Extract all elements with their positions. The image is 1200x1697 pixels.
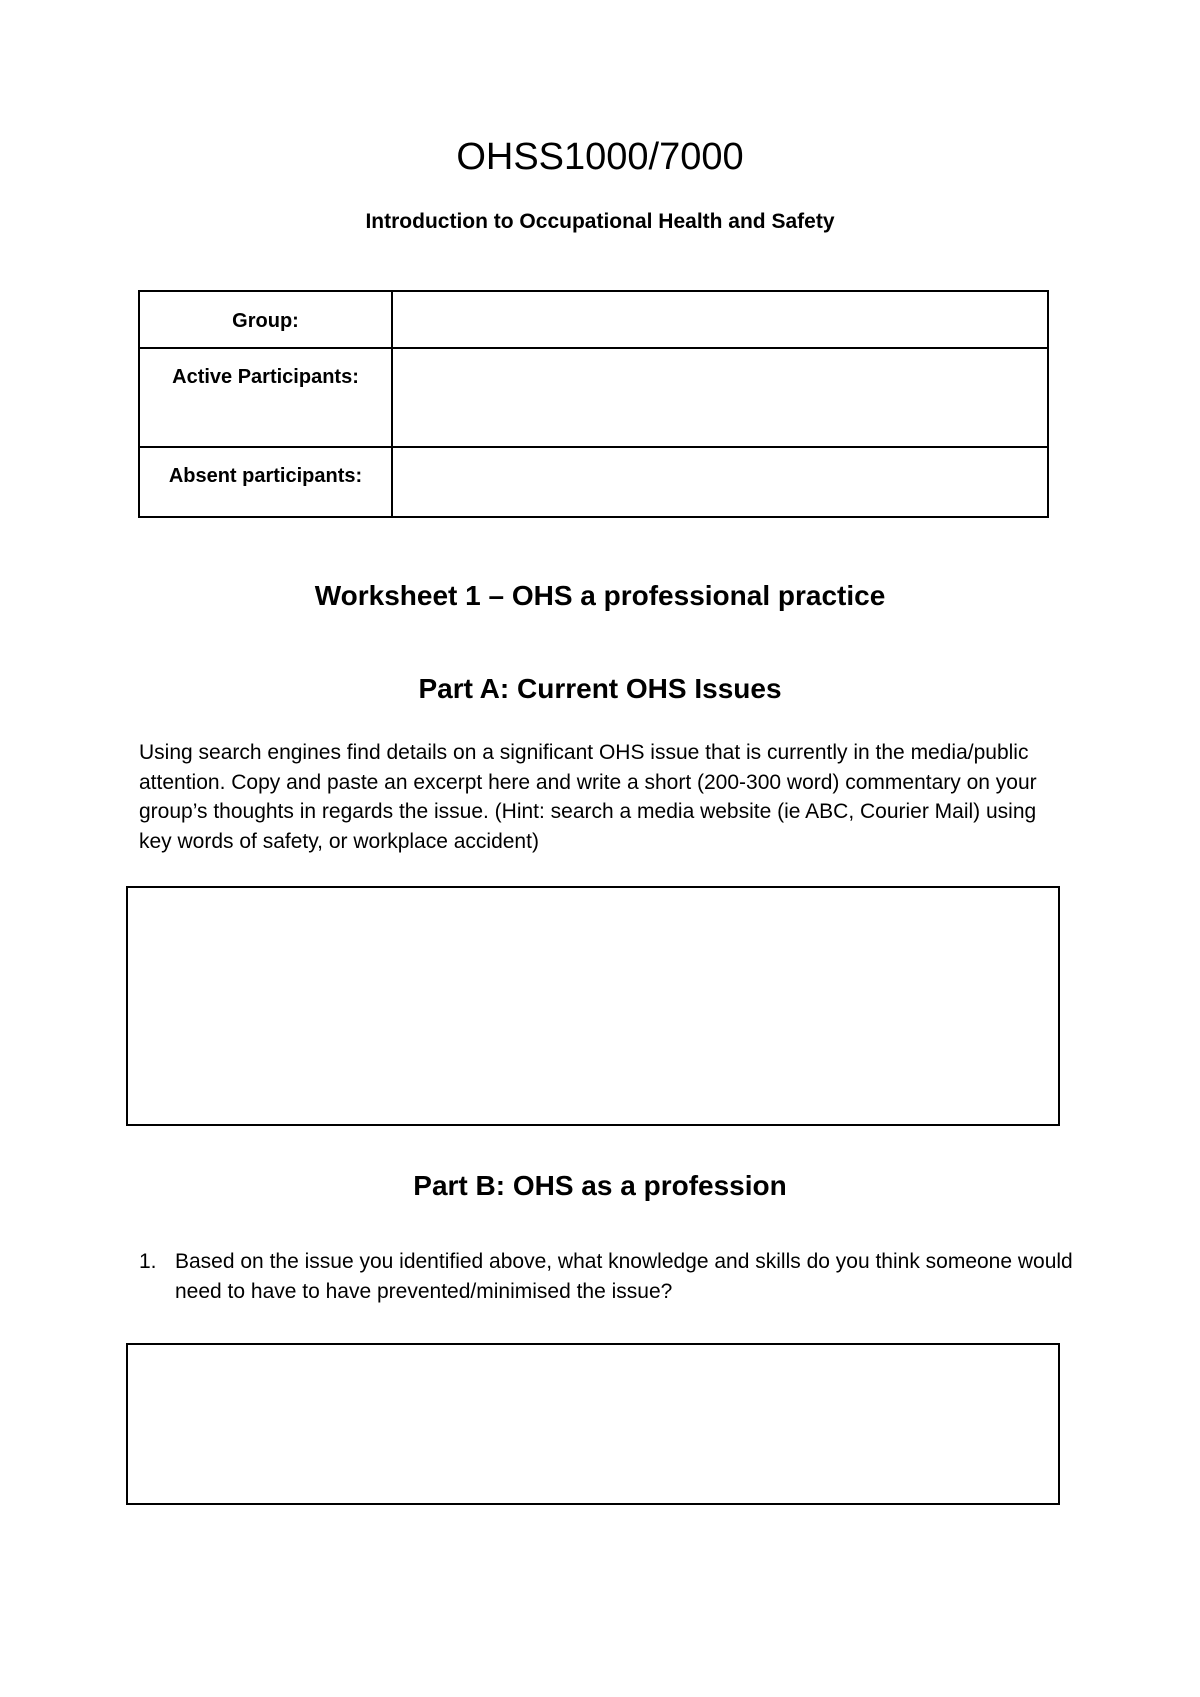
- absent-participants-label: Absent participants:: [139, 447, 392, 517]
- group-label: Group:: [139, 291, 392, 348]
- part-b-heading: Part B: OHS as a profession: [413, 1170, 787, 1201]
- part-b-answer-box[interactable]: [126, 1343, 1060, 1505]
- group-info-table: [138, 290, 1049, 518]
- active-participants-value-cell[interactable]: [392, 348, 1048, 447]
- question-text: Based on the issue you identified above, what knowledge and skills do you think someone would need to have to have prevented/minimised the issue?: [175, 1250, 1073, 1303]
- course-name-subtitle: Introduction to Occupational Health and Safety: [365, 210, 835, 233]
- absent-participants-value-cell[interactable]: [392, 447, 1048, 517]
- course-code-title: OHSS1000/7000: [456, 136, 744, 178]
- part-a-instructions: Using search engines find details on a significant OHS issue that is currently in the media/public attention. Copy and paste an excerpt here and write a short (200-300 word) commentary on your group’s thoughts in regards the issue. (Hint: search a media website (ie ABC, Courier Mail) using key words of safety, or workplace accident): [139, 741, 1037, 853]
- group-row: [139, 291, 1048, 348]
- group-value-cell[interactable]: [392, 291, 1048, 348]
- absent-participants-row: [139, 447, 1048, 517]
- part-b-question-1: [139, 1247, 1079, 1306]
- part-a-heading: Part A: Current OHS Issues: [418, 673, 782, 704]
- active-participants-label: Active Participants:: [139, 348, 392, 447]
- part-a-answer-box[interactable]: [126, 886, 1060, 1126]
- worksheet-title: Worksheet 1 – OHS a professional practice: [314, 580, 886, 611]
- active-participants-row: [139, 348, 1048, 447]
- question-number: 1.: [139, 1250, 157, 1273]
